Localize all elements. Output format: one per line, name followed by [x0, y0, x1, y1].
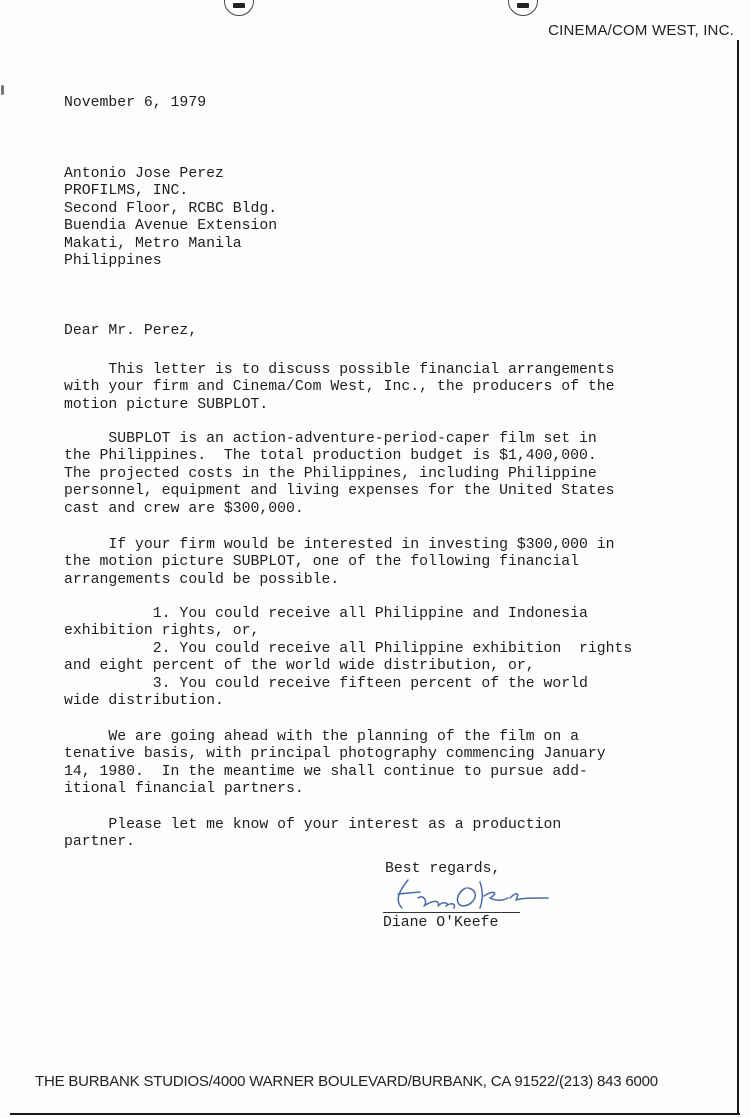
- footer-address: THE BURBANK STUDIOS/4000 WARNER BOULEVARD/BURBANK, CA 91522/(213) 843 6000: [35, 1073, 658, 1090]
- text-line: cast and crew are $300,000.: [64, 500, 304, 517]
- signature-line: [383, 912, 520, 913]
- salutation: Dear Mr. Perez,: [64, 323, 198, 339]
- option-line: wide distribution.: [64, 693, 224, 710]
- punch-hole-left: [224, 0, 254, 16]
- text-line: We are going ahead with the planning of the film on a: [64, 729, 580, 745]
- punch-hole-right: [508, 0, 538, 16]
- page-edge-right: [737, 40, 739, 1115]
- text-line: This letter is to discuss possible financial arrangements: [64, 362, 615, 378]
- address-line: Antonio Jose Perez: [64, 166, 224, 182]
- text-line: with your firm and Cinema/Com West, Inc., the producers of the: [64, 379, 615, 396]
- text-line: the motion picture SUBPLOT, one of the following financial: [64, 554, 580, 571]
- text-line: If your firm would be interested in investing $300,000 in: [64, 537, 615, 553]
- paragraph-5: [64, 817, 561, 852]
- address-line: Philippines: [64, 253, 162, 270]
- text-line: SUBPLOT is an action-adventure-period-caper film set in: [64, 431, 597, 447]
- address-line: Buendia Avenue Extension: [64, 218, 278, 235]
- signer-name: Diane O'Keefe: [383, 915, 499, 931]
- letterhead: CINEMA/COM WEST, INC.: [548, 22, 734, 39]
- option-line: 3. You could receive fifteen percent of the world: [64, 675, 588, 692]
- option-line: 2. You could receive all Philippine exhibition rights: [64, 640, 633, 657]
- text-line: Please let me know of your interest as a production: [64, 817, 562, 833]
- text-line: partner.: [64, 834, 136, 851]
- paragraph-3: [64, 537, 615, 589]
- options-list: [64, 606, 632, 710]
- address-line: PROFILMS, INC.: [64, 183, 189, 200]
- option-line: and eight percent of the world wide distribution, or,: [64, 658, 535, 675]
- text-line: the Philippines. The total production budget is $1,400,000.: [64, 448, 597, 465]
- address-line: Makati, Metro Manila: [64, 235, 242, 252]
- address-line: Second Floor, RCBC Bldg.: [64, 200, 278, 217]
- recipient-address: [64, 166, 277, 270]
- text-line: personnel, equipment and living expenses for the United States: [64, 483, 615, 500]
- paragraph-2: [64, 431, 615, 518]
- letter-date: November 6, 1979: [64, 95, 207, 111]
- page-edge-mark: [1, 85, 4, 95]
- handwritten-signature: [380, 868, 555, 918]
- text-line: motion picture SUBPLOT.: [64, 396, 269, 413]
- option-line: 1. You could receive all Philippine and Indonesia: [64, 606, 588, 622]
- text-line: itional financial partners.: [64, 781, 304, 798]
- text-line: 14, 1980. In the meantime we shall continue to pursue add-: [64, 763, 588, 780]
- text-line: The projected costs in the Philippines, including Philippine: [64, 465, 597, 482]
- page-edge-bottom: [10, 1113, 740, 1115]
- option-line: exhibition rights, or,: [64, 623, 260, 640]
- text-line: arrangements could be possible.: [64, 571, 340, 588]
- paragraph-4: [64, 729, 606, 799]
- text-line: tenative basis, with principal photography commencing January: [64, 746, 606, 763]
- closing: Best regards,: [385, 861, 501, 877]
- paragraph-1: [64, 362, 615, 414]
